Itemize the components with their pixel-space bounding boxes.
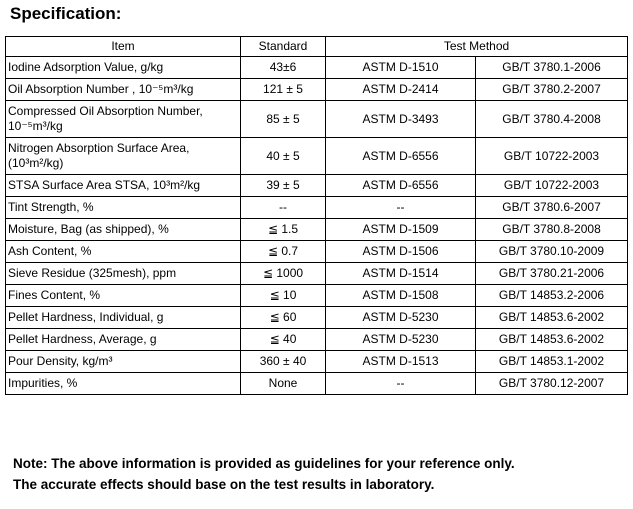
gbt-method-cell: GB/T 3780.10-2009 xyxy=(476,241,628,263)
item-cell: Pellet Hardness, Individual, g xyxy=(6,307,241,329)
standard-cell: ≦ 0.7 xyxy=(241,241,326,263)
specification-table xyxy=(5,36,628,395)
standard-cell: 40 ± 5 xyxy=(241,138,326,175)
standard-cell: ≦ 1000 xyxy=(241,263,326,285)
standard-cell: None xyxy=(241,373,326,395)
gbt-method-cell: GB/T 3780.6-2007 xyxy=(476,197,628,219)
table-row xyxy=(6,197,628,219)
astm-method-cell: ASTM D-6556 xyxy=(326,175,476,197)
astm-method-cell: ASTM D-6556 xyxy=(326,138,476,175)
astm-method-cell: -- xyxy=(326,373,476,395)
table-row xyxy=(6,57,628,79)
astm-method-cell: ASTM D-5230 xyxy=(326,307,476,329)
note-line-2: The accurate effects should base on the test results in laboratory. xyxy=(13,477,435,492)
astm-method-cell: ASTM D-2414 xyxy=(326,79,476,101)
item-cell: Fines Content, % xyxy=(6,285,241,307)
table-row xyxy=(6,351,628,373)
gbt-method-cell: GB/T 3780.4-2008 xyxy=(476,101,628,138)
item-cell: Moisture, Bag (as shipped), % xyxy=(6,219,241,241)
item-cell: Iodine Adsorption Value, g/kg xyxy=(6,57,241,79)
table-row xyxy=(6,241,628,263)
gbt-method-cell: GB/T 14853.2-2006 xyxy=(476,285,628,307)
astm-method-cell: ASTM D-1509 xyxy=(326,219,476,241)
standard-cell: ≦ 40 xyxy=(241,329,326,351)
standard-cell: ≦ 60 xyxy=(241,307,326,329)
item-cell: Pour Density, kg/m³ xyxy=(6,351,241,373)
item-cell: Compressed Oil Absorption Number, 10⁻⁵m³/kg xyxy=(6,101,241,138)
astm-method-cell: ASTM D-3493 xyxy=(326,101,476,138)
table-row xyxy=(6,285,628,307)
table-header-row xyxy=(6,37,628,57)
astm-method-cell: ASTM D-1506 xyxy=(326,241,476,263)
item-cell: Tint Strength, % xyxy=(6,197,241,219)
standard-cell: 121 ± 5 xyxy=(241,79,326,101)
header-standard: Standard xyxy=(241,37,326,57)
gbt-method-cell: GB/T 3780.12-2007 xyxy=(476,373,628,395)
astm-method-cell: ASTM D-1510 xyxy=(326,57,476,79)
astm-method-cell: -- xyxy=(326,197,476,219)
table-row xyxy=(6,138,628,175)
gbt-method-cell: GB/T 3780.8-2008 xyxy=(476,219,628,241)
standard-cell: ≦ 10 xyxy=(241,285,326,307)
standard-cell: -- xyxy=(241,197,326,219)
table-row xyxy=(6,101,628,138)
astm-method-cell: ASTM D-1508 xyxy=(326,285,476,307)
table-row xyxy=(6,219,628,241)
standard-cell: ≦ 1.5 xyxy=(241,219,326,241)
item-cell: STSA Surface Area STSA, 10³m²/kg xyxy=(6,175,241,197)
astm-method-cell: ASTM D-1514 xyxy=(326,263,476,285)
page-title: Specification: xyxy=(10,4,122,23)
gbt-method-cell: GB/T 10722-2003 xyxy=(476,138,628,175)
item-cell: Pellet Hardness, Average, g xyxy=(6,329,241,351)
table-row xyxy=(6,329,628,351)
astm-method-cell: ASTM D-1513 xyxy=(326,351,476,373)
table-row xyxy=(6,373,628,395)
gbt-method-cell: GB/T 14853.1-2002 xyxy=(476,351,628,373)
standard-cell: 85 ± 5 xyxy=(241,101,326,138)
item-cell: Sieve Residue (325mesh), ppm xyxy=(6,263,241,285)
item-cell: Oil Absorption Number , 10⁻⁵m³/kg xyxy=(6,79,241,101)
standard-cell: 360 ± 40 xyxy=(241,351,326,373)
item-cell: Impurities, % xyxy=(6,373,241,395)
table-row xyxy=(6,79,628,101)
header-item: Item xyxy=(6,37,241,57)
gbt-method-cell: GB/T 14853.6-2002 xyxy=(476,307,628,329)
note-line-1: Note: The above information is provided as guidelines for your reference only. xyxy=(13,456,515,471)
table-row xyxy=(6,175,628,197)
item-cell: Ash Content, % xyxy=(6,241,241,263)
gbt-method-cell: GB/T 3780.21-2006 xyxy=(476,263,628,285)
gbt-method-cell: GB/T 3780.1-2006 xyxy=(476,57,628,79)
note xyxy=(13,453,515,495)
gbt-method-cell: GB/T 10722-2003 xyxy=(476,175,628,197)
item-cell: Nitrogen Absorption Surface Area,(10³m²/kg) xyxy=(6,138,241,175)
standard-cell: 43±6 xyxy=(241,57,326,79)
gbt-method-cell: GB/T 3780.2-2007 xyxy=(476,79,628,101)
astm-method-cell: ASTM D-5230 xyxy=(326,329,476,351)
table-row xyxy=(6,307,628,329)
standard-cell: 39 ± 5 xyxy=(241,175,326,197)
header-test-method: Test Method xyxy=(326,37,628,57)
table-row xyxy=(6,263,628,285)
gbt-method-cell: GB/T 14853.6-2002 xyxy=(476,329,628,351)
